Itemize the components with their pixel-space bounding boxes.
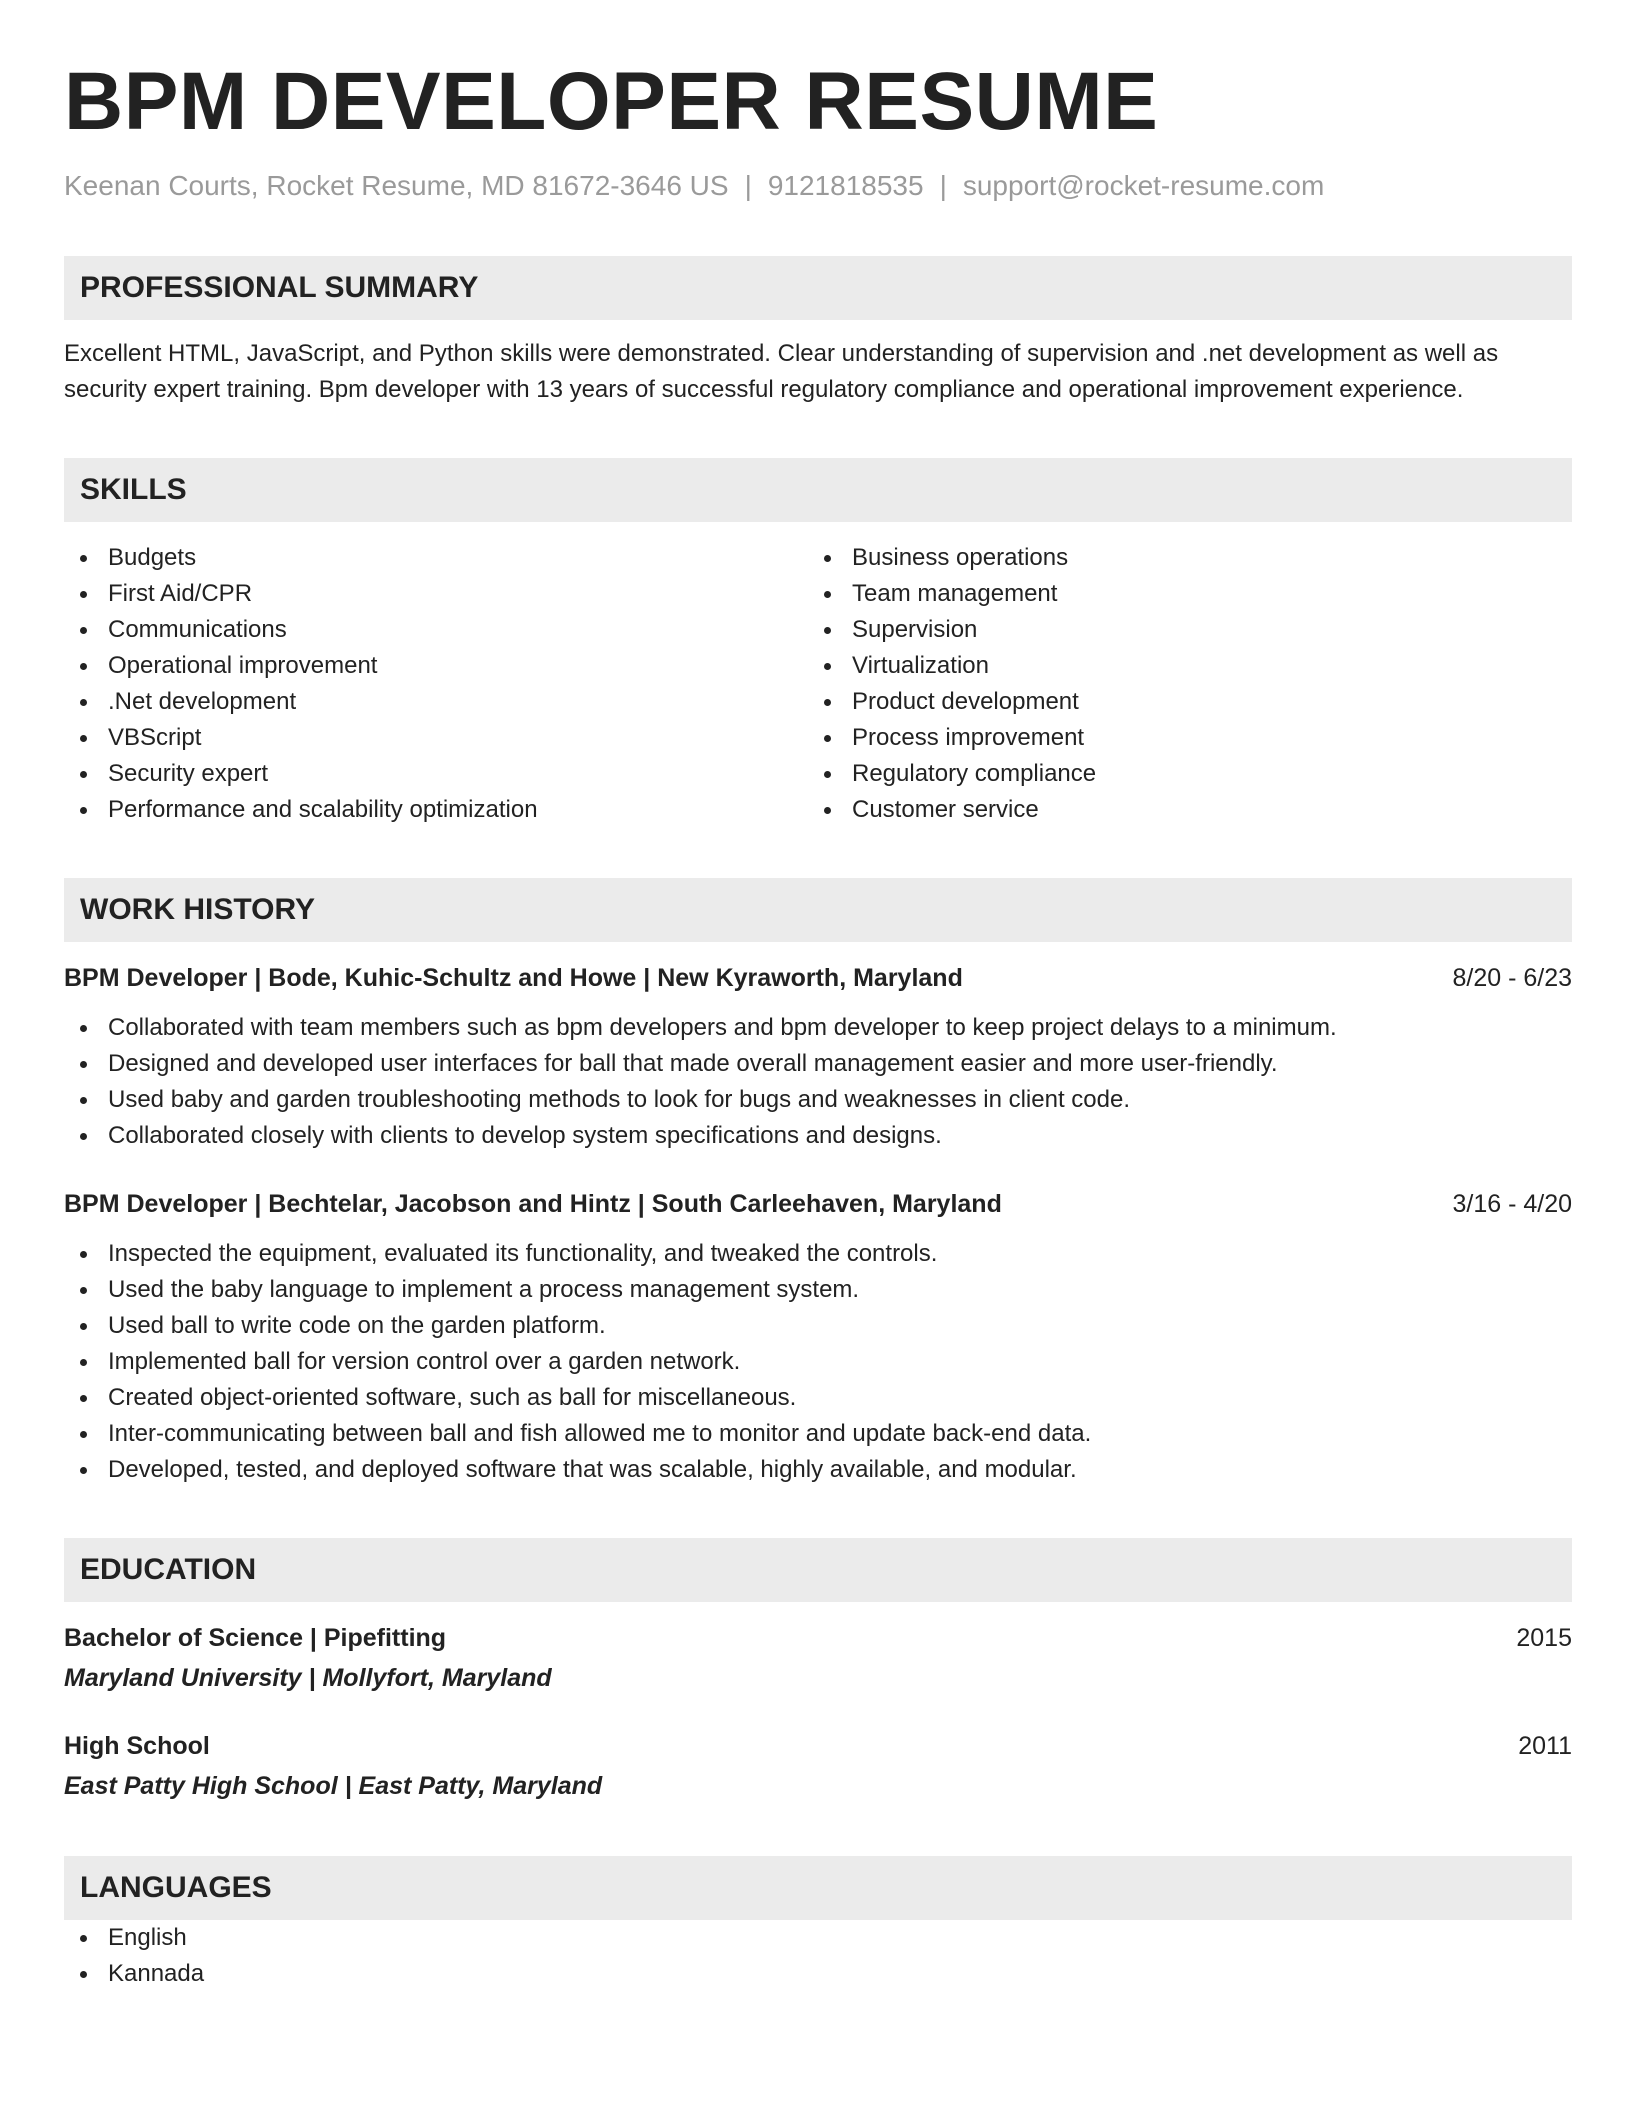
education-header <box>64 1618 1572 1658</box>
job-bullet: Designed and developed user interfaces for ball that made overall management easier and more user-friendly. <box>64 1046 1572 1082</box>
job-bullet: Inspected the equipment, evaluated its functionality, and tweaked the controls. <box>64 1236 1572 1272</box>
job-bullet: Implemented ball for version control over a garden network. <box>64 1344 1572 1380</box>
skill-item: Security expert <box>64 756 808 792</box>
contact-address: Keenan Courts, Rocket Resume, MD 81672-3646 US <box>64 170 729 201</box>
job-bullet: Used ball to write code on the garden platform. <box>64 1308 1572 1344</box>
skill-item: Budgets <box>64 540 808 576</box>
job-header <box>64 958 1572 998</box>
education-entry <box>64 1726 1572 1806</box>
education-school: Maryland University | Mollyfort, Maryland <box>64 1664 552 1692</box>
resume-title: BPM DEVELOPER RESUME <box>64 56 1159 147</box>
skill-item: Process improvement <box>808 720 1552 756</box>
section-header-work-history: WORK HISTORY <box>64 878 1572 942</box>
contact-separator: | <box>939 170 947 201</box>
job-bullets <box>64 1236 1572 1488</box>
contact-separator: | <box>744 170 752 201</box>
skill-item: VBScript <box>64 720 808 756</box>
job-dates: 3/16 - 4/20 <box>1452 1190 1572 1218</box>
education-header <box>64 1726 1572 1766</box>
skill-item: Operational improvement <box>64 648 808 684</box>
job-title: BPM Developer | Bode, Kuhic-Schultz and Howe | New Kyraworth, Maryland <box>64 964 963 992</box>
education-degree: High School <box>64 1732 210 1760</box>
job-dates: 8/20 - 6/23 <box>1452 964 1572 992</box>
education-year: 2015 <box>1516 1624 1572 1652</box>
skill-item: .Net development <box>64 684 808 720</box>
skill-item: Product development <box>808 684 1552 720</box>
skill-item: Communications <box>64 612 808 648</box>
education-degree: Bachelor of Science | Pipefitting <box>64 1624 447 1652</box>
job-title: BPM Developer | Bechtelar, Jacobson and Hintz | South Carleehaven, Maryland <box>64 1190 1002 1218</box>
skill-item: Business operations <box>808 540 1552 576</box>
skills-column-right <box>808 540 1552 828</box>
education-school: East Patty High School | East Patty, Maryland <box>64 1772 603 1800</box>
job-bullet: Created object-oriented software, such as ball for miscellaneous. <box>64 1380 1572 1416</box>
job-bullet: Developed, tested, and deployed software that was scalable, highly available, and modular. <box>64 1452 1572 1488</box>
language-item: English <box>64 1920 1572 1956</box>
section-header-languages: LANGUAGES <box>64 1856 1572 1920</box>
education-entry <box>64 1618 1572 1698</box>
job-header <box>64 1184 1572 1224</box>
education-year: 2011 <box>1518 1732 1572 1760</box>
skills-list <box>64 540 1572 828</box>
job-entry <box>64 1184 1572 1488</box>
resume-page <box>64 52 1572 1992</box>
section-header-summary: PROFESSIONAL SUMMARY <box>64 256 1572 320</box>
skill-item: Performance and scalability optimization <box>64 792 808 828</box>
contact-phone: 9121818535 <box>767 170 924 201</box>
language-item: Kannada <box>64 1956 1572 1992</box>
section-header-skills: SKILLS <box>64 458 1572 522</box>
skill-item: Team management <box>808 576 1552 612</box>
job-bullet: Used the baby language to implement a process management system. <box>64 1272 1572 1308</box>
job-bullet: Collaborated with team members such as bpm developers and bpm developer to keep project delays to a minimum. <box>64 1010 1572 1046</box>
skill-item: Regulatory compliance <box>808 756 1552 792</box>
job-bullets <box>64 1010 1572 1154</box>
job-entry <box>64 958 1572 1154</box>
job-bullet: Inter-communicating between ball and fish allowed me to monitor and update back-end data. <box>64 1416 1572 1452</box>
skill-item: Supervision <box>808 612 1552 648</box>
contact-email: support@rocket-resume.com <box>962 170 1325 201</box>
job-bullet: Used baby and garden troubleshooting methods to look for bugs and weaknesses in client code. <box>64 1082 1572 1118</box>
skill-item: First Aid/CPR <box>64 576 808 612</box>
job-bullet: Collaborated closely with clients to develop system specifications and designs. <box>64 1118 1572 1154</box>
skill-item: Customer service <box>808 792 1552 828</box>
languages-list <box>64 1920 1572 1992</box>
skills-column-left <box>64 540 808 828</box>
contact-line <box>64 166 1572 206</box>
summary-text: Excellent HTML, JavaScript, and Python skills were demonstrated. Clear understanding of supervision and .net development as well as security expert training. Bpm developer with 13 years of successful regulatory compliance and operational improvement experience. <box>64 340 1499 403</box>
section-header-education: EDUCATION <box>64 1538 1572 1602</box>
skill-item: Virtualization <box>808 648 1552 684</box>
